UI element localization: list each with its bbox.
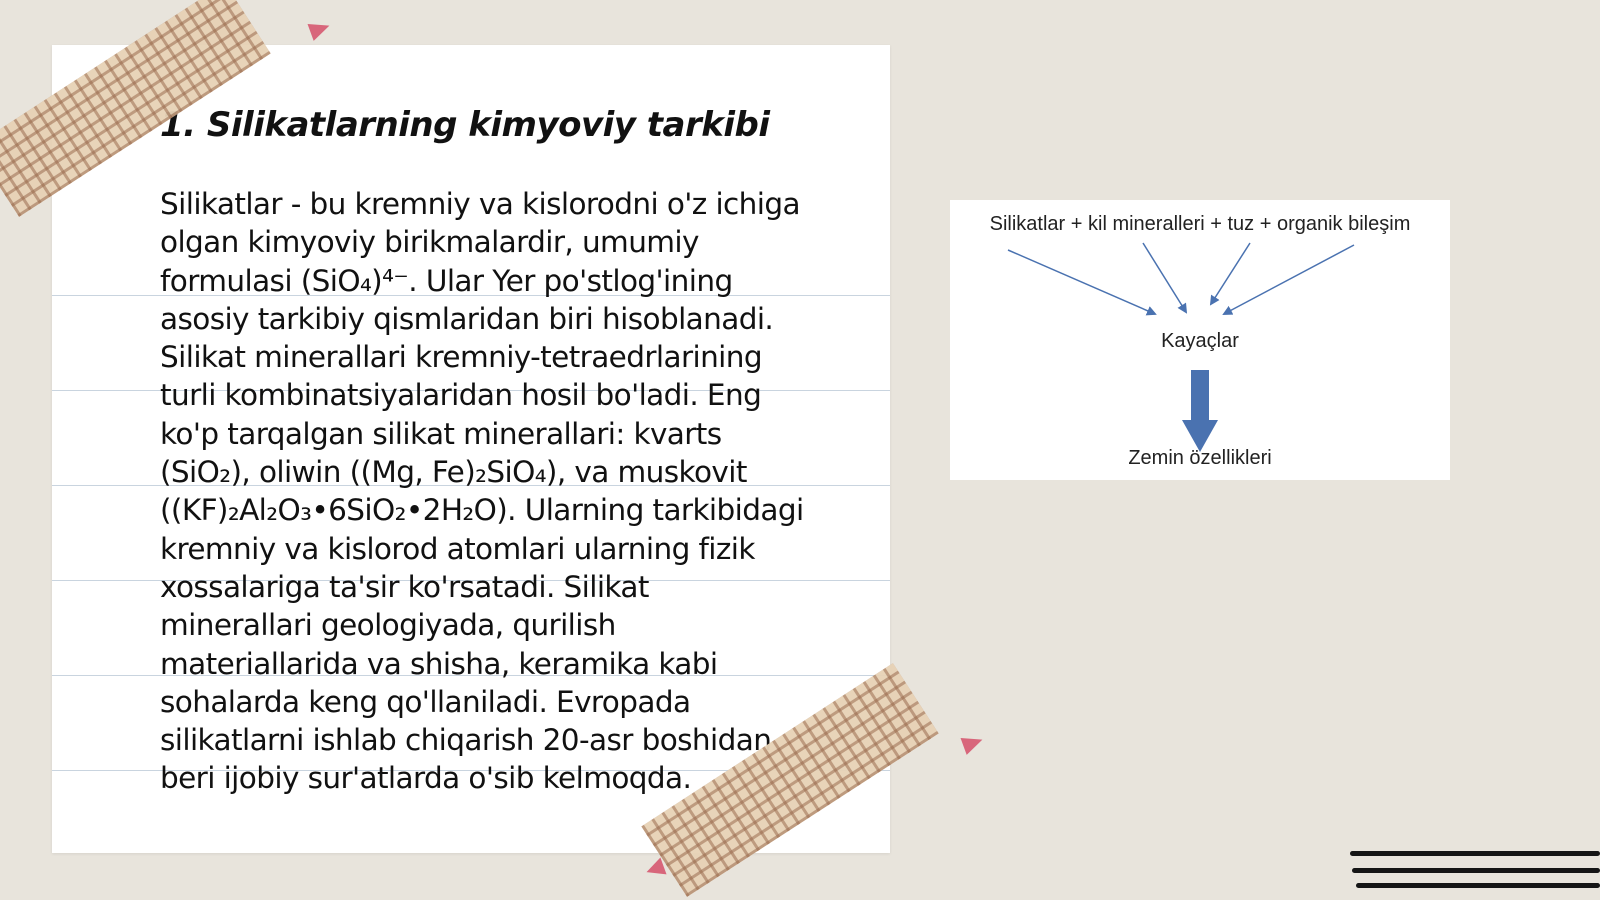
- decorative-brush-stroke: [1350, 851, 1600, 856]
- diagram-top-label: Silikatlar + kil mineralleri + tuz + organik bileşim: [989, 213, 1411, 235]
- body-paragraph: [160, 185, 850, 798]
- body-line: olgan kimyoviy birikmalardir, umumiy: [160, 225, 699, 260]
- body-line: Silikat minerallari kremniy-tetraedrlarining: [160, 340, 762, 375]
- arrow-tuz: [1211, 243, 1250, 304]
- diagram-bottom-label: Zemin özellikleri: [1128, 447, 1272, 469]
- body-line: (SiO₂), oliwin ((Mg, Fe)₂SiO₄), va muskovit: [160, 455, 747, 490]
- body-line: sohalarda keng qo'llaniladi. Evropada: [160, 684, 691, 719]
- body-line: Silikatlar - bu kremniy va kislorodni o'z ichiga: [160, 187, 800, 221]
- diagram-middle-label: Kayaçlar: [1161, 330, 1239, 352]
- body-line: beri ijobiy sur'atlarda o'sib kelmoqda.: [160, 761, 692, 796]
- body-line: minerallari geologiyada, qurilish: [160, 608, 616, 643]
- tape-end-mark: [308, 17, 333, 41]
- arrow-silikatlar: [1008, 250, 1155, 314]
- body-line: ko'p tarqalgan silikat minerallari: kvarts: [160, 416, 722, 451]
- body-line: turli kombinatsiyalaridan hosil bo'ladi. Eng: [160, 378, 762, 413]
- flow-diagram: [950, 200, 1450, 480]
- body-line: xossalariga ta'sir ko'rsatadi. Silikat: [160, 569, 649, 604]
- arrow-organik-bilesim: [1224, 245, 1354, 314]
- body-line: asosiy tarkibiy qismlaridan biri hisoblanadi.: [160, 301, 774, 336]
- tape-end-mark: [961, 731, 986, 755]
- block-arrow-shaft: [1191, 370, 1209, 422]
- body-line: silikatlarni ishlab chiqarish 20-asr boshidan: [160, 723, 772, 758]
- body-line: formulasi (SiO₄)⁴⁻. Ular Yer po'stlog'ining: [160, 263, 733, 298]
- arrow-kil-mineralleri: [1143, 243, 1186, 312]
- slide-title: 1. Silikatlarning kimyoviy tarkibi: [160, 105, 770, 145]
- note-paper: [52, 45, 890, 853]
- body-line: kremniy va kislorod atomlari ularning fizik: [160, 531, 755, 566]
- decorative-brush-stroke: [1356, 883, 1600, 888]
- decorative-brush-stroke: [1352, 868, 1600, 873]
- body-line: materiallarida va shisha, keramika kabi: [160, 646, 718, 681]
- body-line: ((KF)₂Al₂O₃•6SiO₂•2H₂O). Ularning tarkibidagi: [160, 493, 804, 528]
